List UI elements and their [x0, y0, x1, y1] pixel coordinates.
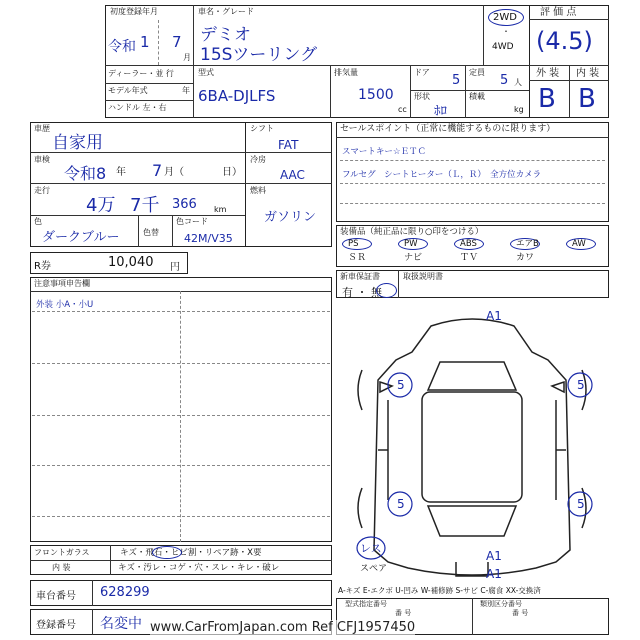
selling-points-label: セールスポイント（正常に機能するものに限ります）: [340, 124, 556, 134]
shaken-month-unit: 月（: [164, 167, 184, 178]
header-box: [105, 5, 609, 118]
people-unit: 人: [514, 78, 522, 87]
footer-label-4: 番 号: [512, 609, 529, 617]
grade: 15Sツーリング: [200, 45, 318, 65]
exterior-label: 外 装: [536, 68, 560, 79]
model-code-label: 型式: [198, 68, 214, 77]
car-name: デミオ: [200, 25, 251, 45]
warranty-label: 新車保証書: [340, 272, 380, 281]
warranty-circle: [376, 283, 397, 298]
mark-a1-top: A1: [486, 309, 502, 323]
equipment-item: ABS: [460, 239, 477, 249]
car-name-label: 車名・グレード: [198, 7, 254, 16]
footer-label-1: 型式指定番号: [345, 600, 387, 608]
shaken-label: 車検: [34, 155, 50, 164]
recycle-unit: 円: [170, 262, 180, 273]
kg-unit: kg: [514, 105, 524, 114]
shift: FAT: [278, 138, 299, 152]
registration-label: 登録番号: [36, 620, 76, 631]
drive-2wd: 2WD: [493, 12, 517, 23]
recycle-amount: 10,040: [108, 255, 154, 270]
first-reg-month-unit: 月: [183, 53, 191, 62]
displacement: 1500: [358, 87, 394, 103]
windshield-circle: [152, 546, 182, 559]
first-reg-month: 7: [172, 33, 182, 51]
mark-5-fr: 5: [577, 378, 585, 392]
equipment-item: AW: [572, 239, 586, 249]
mileage-label: 走行: [34, 186, 50, 195]
equipment-item: ナビ: [404, 253, 423, 263]
chassis-value: 628299: [100, 585, 150, 600]
equipment-item: ＳＲ: [348, 253, 367, 263]
model-year-label: モデル年式: [108, 86, 148, 95]
mileage-man: 4万: [86, 195, 116, 216]
shift-label: シフト: [250, 124, 274, 133]
door-label: ドア: [414, 68, 430, 77]
selling-point-2: フルセグ シートヒーター（Ｌ，Ｒ） 全方位カメラ: [342, 170, 542, 180]
registration-value: 名変中: [100, 616, 142, 632]
damage-legend: A-キズ E-エクボ U-凹み W-補修跡 S-サビ C-腐食 XX-交換済: [338, 586, 541, 595]
shaken-day-unit: 日）: [222, 167, 242, 178]
doors: 5: [452, 73, 461, 88]
cc-unit: cc: [398, 105, 407, 114]
windshield-label: フロントガラス: [34, 548, 90, 557]
mark-a1-bottom-2: A1: [486, 567, 502, 581]
first-reg-label: 初度登録年月: [110, 7, 158, 16]
capacity: 5: [500, 73, 509, 88]
eval-label: 評 価 点: [540, 7, 577, 18]
mileage-sen: 7千: [130, 195, 160, 216]
spare-label: スペア: [360, 564, 388, 574]
ac: AAC: [280, 168, 305, 182]
equipment-item: PS: [348, 239, 359, 249]
equipment-item: PW: [404, 239, 418, 249]
color-code-label: 色コード: [176, 217, 208, 226]
equipment-item: エアB: [516, 239, 539, 249]
windshield-value: キズ・飛石・ヒビ割・リペア跡・X要: [120, 548, 262, 558]
color-label: 色: [34, 217, 42, 226]
displacement-label: 排気量: [334, 68, 358, 77]
mark-5-rl: 5: [397, 497, 405, 511]
car-diagram: [336, 300, 609, 585]
km-unit: km: [214, 205, 227, 214]
watermark: www.CarFromJapan.com Ref CFJ1957450: [150, 620, 416, 635]
after-label: 取扱説明書: [403, 272, 443, 281]
fuel-label: 燃料: [250, 186, 266, 195]
drive-4wd: 4WD: [492, 42, 514, 52]
mileage-rest: 366: [172, 197, 197, 212]
notes-line-1: 外装 小A・小U: [36, 300, 94, 310]
interior-label: 内 装: [576, 68, 600, 79]
first-reg-era: 令和: [108, 39, 136, 55]
recycle-label: R券: [34, 261, 51, 272]
model-year-unit: 年: [182, 86, 190, 95]
footer-label-2: 番 号: [395, 609, 412, 617]
equipment-item: カワ: [516, 253, 535, 263]
selling-point-1: スマートキー☆ＥＴＣ: [342, 147, 426, 157]
mark-5-rr: 5: [577, 497, 585, 511]
color-code: 42M/V35: [184, 232, 233, 245]
interior-row-value: キズ・汚レ・コゲ・穴・スレ・キレ・破レ: [118, 563, 280, 573]
usage: 自家用: [52, 133, 103, 153]
notes-label: 注意事項申告欄: [34, 279, 90, 288]
equipment-label: 装備品（純正品に限り○印をつける）: [340, 227, 484, 237]
capacity-label: 定員: [469, 68, 485, 77]
shape: ﾎﾛ: [434, 104, 447, 119]
color-change-label: 色替: [143, 228, 159, 237]
chassis-label: 車台番号: [36, 591, 76, 602]
spare-mark: レス: [360, 542, 382, 555]
shape-label: 形状: [414, 92, 430, 101]
shaken-year-unit: 年: [116, 167, 126, 178]
model-code: 6BA-DJLFS: [198, 87, 276, 105]
exterior-grade: B: [538, 84, 556, 114]
warranty-value: 有 ・ 無: [342, 286, 382, 299]
mark-a1-bottom-1: A1: [486, 549, 502, 563]
usage-label: 車歴: [34, 124, 50, 133]
footer-label-3: 類別区分番号: [480, 600, 522, 608]
interior-row-label: 内 装: [52, 563, 71, 572]
loading-label: 積載: [469, 92, 485, 101]
shaken-month: 7: [152, 161, 163, 180]
mark-5-fl: 5: [397, 378, 405, 392]
color: ダークブルー: [42, 230, 120, 245]
drive-dot: ・: [502, 27, 510, 36]
first-reg-year: 1: [140, 33, 150, 51]
shaken-era: 令和8: [64, 164, 107, 183]
fuel: ガソリン: [264, 210, 317, 225]
notes-box: [30, 277, 332, 542]
handle-label: ハンドル 左・右: [108, 103, 167, 112]
ac-label: 冷房: [250, 155, 266, 164]
eval-score: (4.5): [536, 27, 593, 55]
equipment-item: ＴＶ: [460, 253, 479, 263]
interior-grade: B: [578, 84, 596, 114]
dealer-label: ディーラー・並 行: [108, 69, 174, 78]
